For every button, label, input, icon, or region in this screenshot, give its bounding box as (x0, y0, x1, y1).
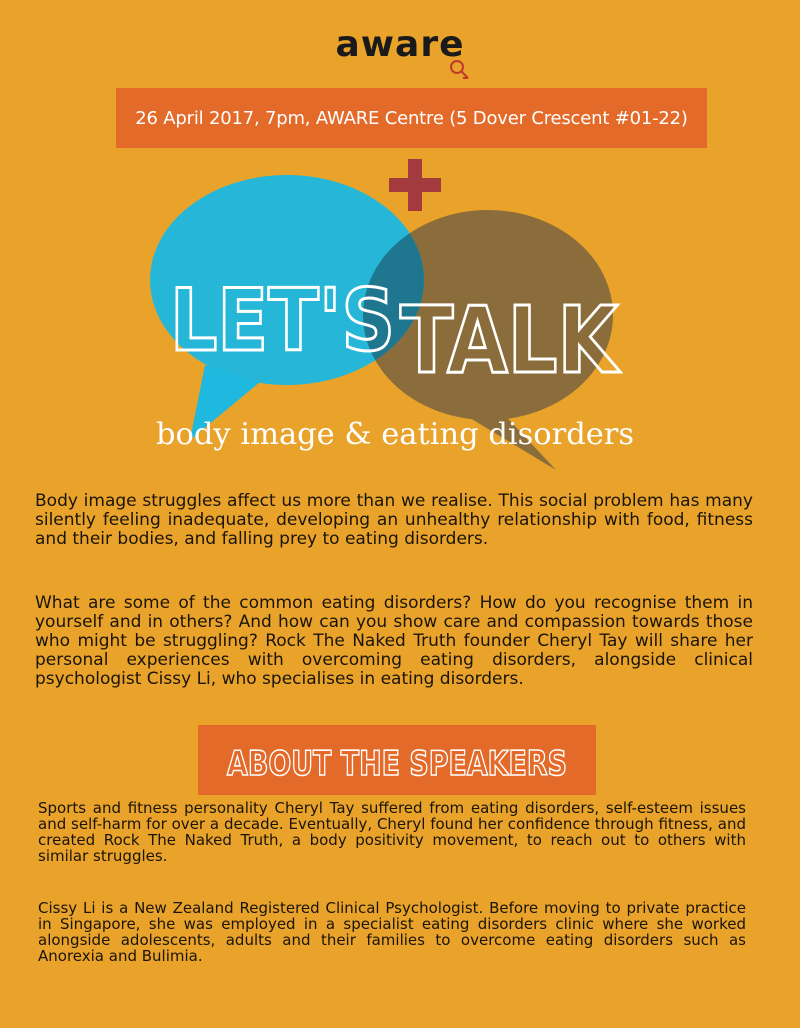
intro-paragraph-1: Body image struggles affect us more than we realise. This social problem has many silently feeling inadequate, developing an unhealthy relationship with food, fitness and their bodies, and falling prey to eating disorders. (35, 491, 753, 549)
event-details: 26 April 2017, 7pm, AWARE Centre (5 Dover Crescent #01-22) (135, 107, 688, 129)
hero-graphic (0, 150, 800, 490)
intro-paragraph-2: What are some of the common eating disorders? How do you recognise them in yourself and in others? And how can you show care and compassion towards those who might be struggling? Rock The Naked Truth founder Cheryl Tay will share her personal experiences with overcoming eating disorders, alongside clinical psychologist Cissy Li, who specialises in eating disorders. (35, 593, 753, 689)
speaker-bio-cheryl: Sports and fitness personality Cheryl Tay suffered from eating disorders, self-esteem issues and self-harm for over a decade. Eventually, Cheryl found her confidence through fitness, and created Rock The Naked Truth, a body positivity movement, to reach out to others with similar struggles. (38, 799, 746, 865)
about-speakers-banner (198, 725, 596, 795)
about-speakers-heading: ABOUT THE SPEAKERS (227, 744, 567, 784)
speaker-bio-cissy: Cissy Li is a New Zealand Registered Clinical Psychologist. Before moving to private practice in Singapore, she was employed in a specialist eating disorders clinic where she worked alongside adolescents, adults and their families to overcome eating disorders such as Anorexia and Bulimia. (38, 899, 746, 965)
hero-title-lets: LET'S (170, 271, 395, 371)
plus-icon (389, 159, 441, 211)
aware-logo: aware (335, 24, 465, 65)
event-details-banner (116, 88, 707, 148)
hero-title-talk: TALK (400, 287, 622, 394)
female-symbol-icon (448, 58, 470, 80)
hero-subtitle: body image & eating disorders (156, 417, 634, 452)
